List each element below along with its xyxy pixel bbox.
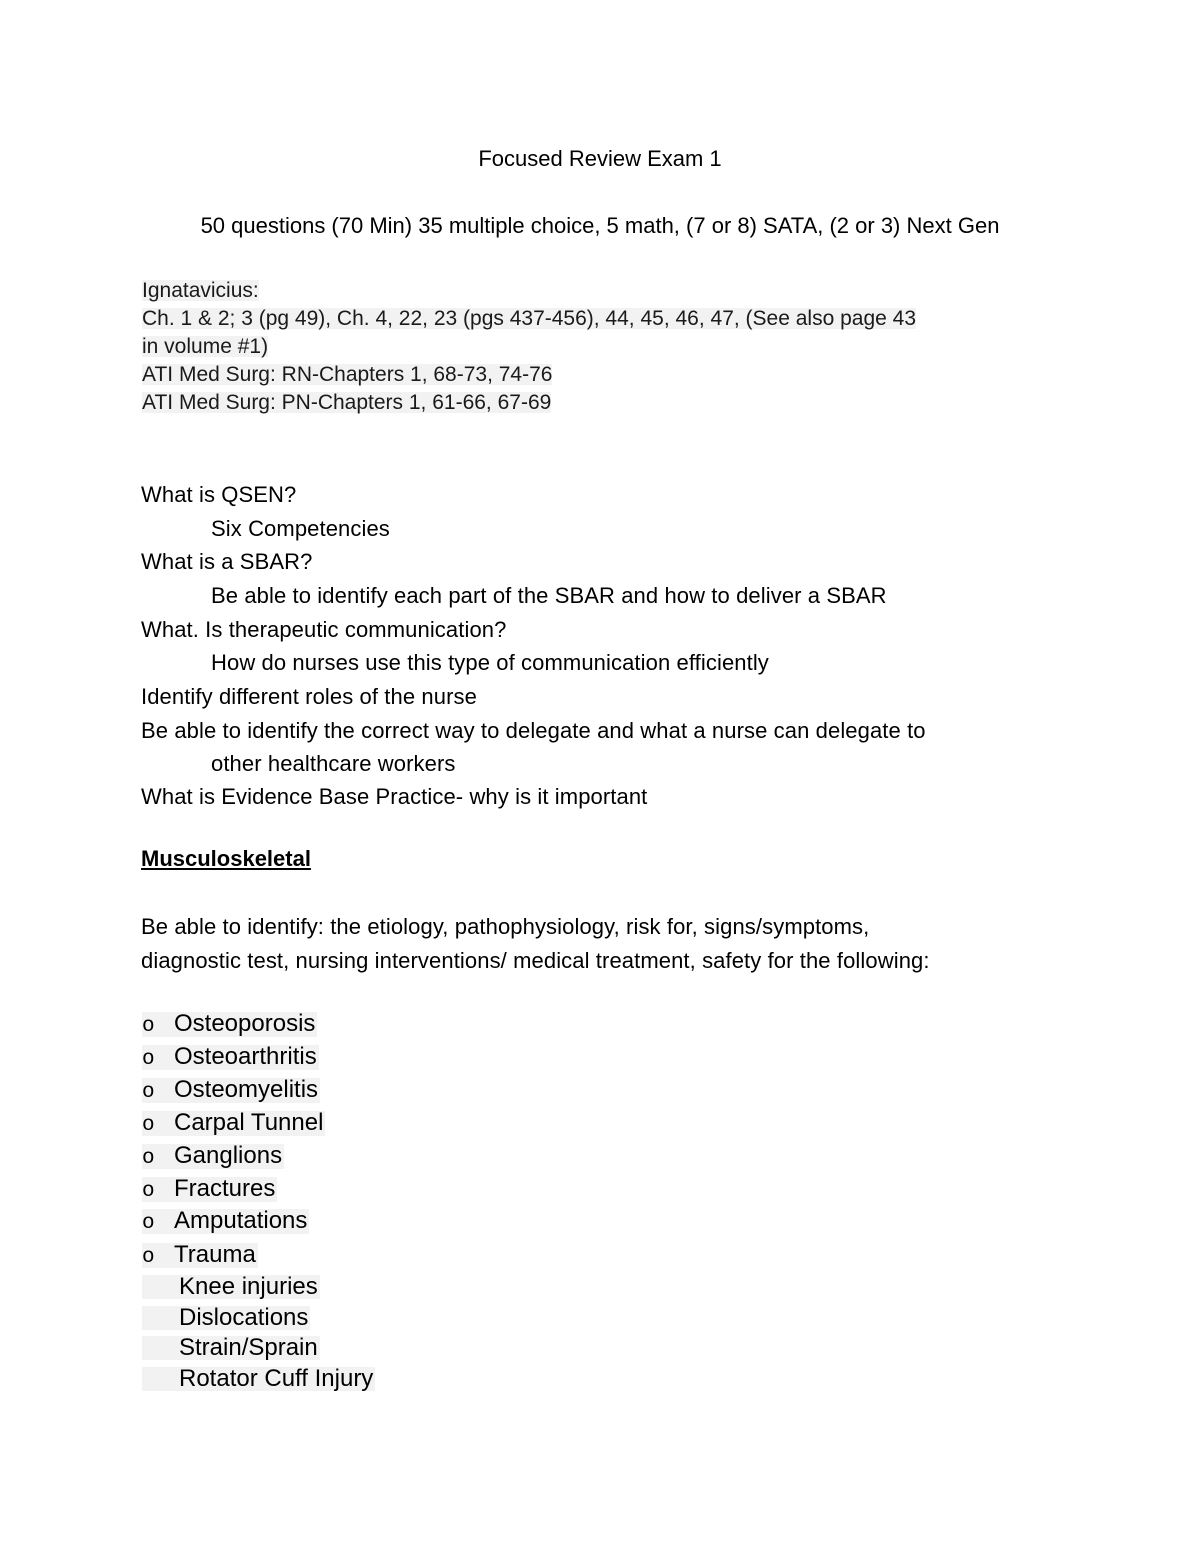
bullet-marker: o [142, 1015, 155, 1038]
readings-ati-rn: ATI Med Surg: RN-Chapters 1, 68-73, 74-76 [142, 363, 553, 386]
document-title: Focused Review Exam 1 [478, 146, 722, 171]
condition-carpal-tunnel: Carpal Tunnel [174, 1109, 324, 1136]
topic-six-competencies: Six Competencies [211, 516, 390, 541]
topic-evidence-based-practice: What is Evidence Base Practice- why is it important [141, 784, 648, 809]
trauma-subitem-dislocations: Dislocations [142, 1306, 310, 1330]
readings-chapters-line-1: Ch. 1 & 2; 3 (pg 49), Ch. 4, 22, 23 (pgs 437-456), 44, 45, 46, 47, (See also page 43 [142, 307, 917, 330]
topic-communication-detail: How do nurses use this type of communication efficiently [211, 650, 769, 675]
list-item [142, 1111, 325, 1136]
condition-fractures: Fractures [174, 1175, 276, 1202]
topic-delegation-continued: other healthcare workers [211, 751, 456, 776]
condition-ganglions: Ganglions [174, 1142, 283, 1169]
list-item [142, 1209, 309, 1234]
bullet-marker: o [142, 1246, 155, 1269]
list-item [142, 1243, 258, 1268]
topic-sbar-detail: Be able to identify each part of the SBAR and how to deliver a SBAR [211, 583, 887, 608]
topic-sbar: What is a SBAR? [141, 549, 313, 574]
exam-summary: 50 questions (70 Min) 35 multiple choice, 5 math, (7 or 8) SATA, (2 or 3) Next Gen [200, 213, 1000, 238]
readings-label: Ignatavicius: [142, 279, 259, 302]
musculoskeletal-intro-line-1: Be able to identify: the etiology, pathophysiology, risk for, signs/symptoms, [141, 914, 870, 939]
bullet-marker: o [142, 1212, 155, 1235]
musculoskeletal-intro-line-2: diagnostic test, nursing interventions/ medical treatment, safety for the following: [141, 948, 930, 973]
list-item [142, 1045, 319, 1070]
readings-chapters-line-2: in volume #1) [142, 335, 269, 358]
condition-amputations: Amputations [174, 1207, 308, 1234]
section-heading-musculoskeletal: Musculoskeletal [141, 846, 311, 871]
list-item [142, 1012, 317, 1037]
bullet-marker: o [142, 1147, 155, 1170]
list-item [142, 1144, 284, 1169]
readings-ati-pn: ATI Med Surg: PN-Chapters 1, 61-66, 67-69 [142, 391, 552, 414]
condition-osteoarthritis: Osteoarthritis [174, 1043, 317, 1070]
list-item [142, 1177, 277, 1202]
topic-qsen: What is QSEN? [141, 482, 297, 507]
topic-nurse-roles: Identify different roles of the nurse [141, 684, 477, 709]
bullet-marker: o [142, 1081, 155, 1104]
list-item [142, 1078, 320, 1103]
topic-therapeutic-communication: What. Is therapeutic communication? [141, 617, 507, 642]
bullet-marker: o [142, 1180, 155, 1203]
bullet-marker: o [142, 1048, 155, 1071]
condition-osteomyelitis: Osteomyelitis [174, 1076, 319, 1103]
condition-osteoporosis: Osteoporosis [174, 1010, 316, 1037]
topic-delegation: Be able to identify the correct way to delegate and what a nurse can delegate to [141, 718, 926, 743]
trauma-subitem-strain-sprain: Strain/Sprain [142, 1336, 320, 1360]
bullet-marker: o [142, 1114, 155, 1137]
trauma-subitem-rotator-cuff-injury: Rotator Cuff Injury [142, 1367, 375, 1391]
trauma-subitem-knee-injuries: Knee injuries [142, 1275, 320, 1299]
condition-trauma: Trauma [174, 1241, 256, 1268]
